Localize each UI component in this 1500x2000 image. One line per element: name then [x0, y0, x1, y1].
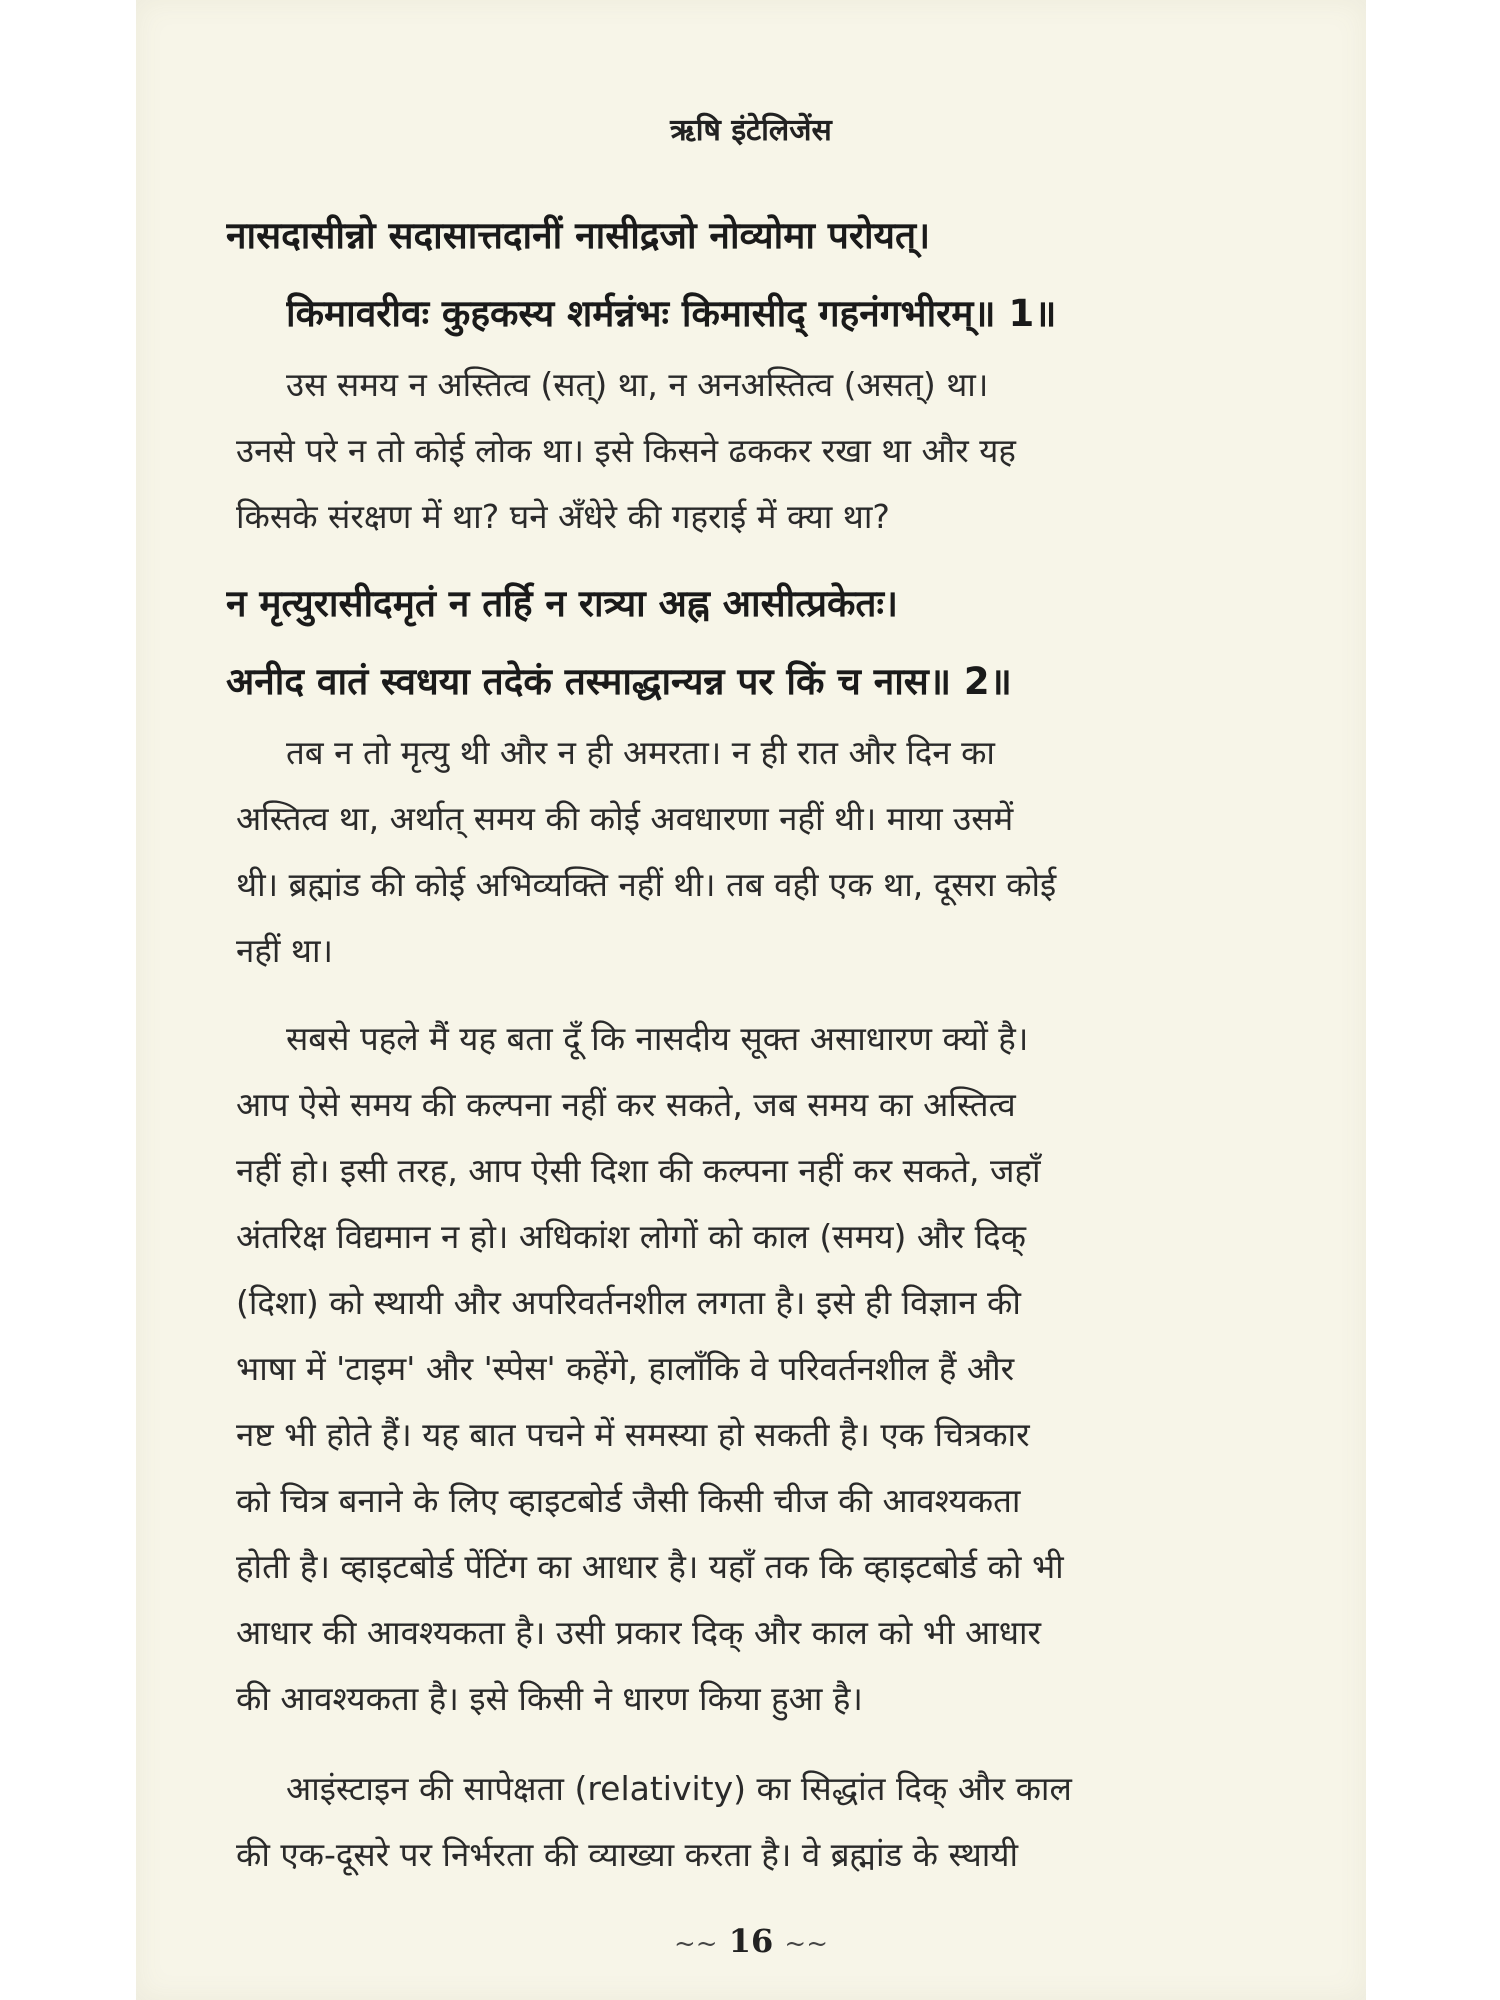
- paragraph-line: की एक-दूसरे पर निर्भरता की व्याख्या करता है। वे ब्रह्मांड के स्थायी: [236, 1835, 1019, 1874]
- paragraph-line: किसके संरक्षण में था? घने अँधेरे की गहराई में क्या था?: [236, 497, 890, 536]
- paragraph-line: नहीं हो। इसी तरह, आप ऐसी दिशा की कल्पना नहीं कर सकते, जहाँ: [236, 1151, 1041, 1190]
- verse-1-line-2: किमावरीवः कुहकस्य शर्मन्नंभः किमासीद् गहनंगभीरम्॥ 1॥: [286, 292, 1057, 335]
- paragraph-1: [236, 352, 1266, 550]
- paragraph-line: आप ऐसे समय की कल्पना नहीं कर सकते, जब समय का अस्तित्व: [236, 1085, 1016, 1124]
- verse-2-line-2: अनीद वातं स्वधया तदेकं तस्माद्धान्यन्न पर किं च नास॥ 2॥: [226, 660, 1012, 703]
- paragraph-line: थी। ब्रह्मांड की कोई अभिव्यक्ति नहीं थी। तब वही एक था, दूसरा कोई: [236, 865, 1057, 904]
- footer-ornament-left: ~~: [674, 1929, 718, 1959]
- paragraph-line: अस्तित्व था, अर्थात् समय की कोई अवधारणा नहीं थी। माया उसमें: [236, 799, 1014, 838]
- verse-1-line-1: नासदासीन्नो सदासात्तदानीं नासीद्रजो नोव्योमा परोयत्।: [226, 214, 931, 257]
- paragraph-line: होती है। व्हाइटबोर्ड पेंटिंग का आधार है। यहाँ तक कि व्हाइटबोर्ड को भी: [236, 1547, 1064, 1586]
- paragraph-line: नष्ट भी होते हैं। यह बात पचने में समस्या हो सकती है। एक चित्रकार: [236, 1415, 1030, 1454]
- paragraph-2: [236, 720, 1266, 984]
- paragraph-4: [236, 1756, 1266, 1888]
- footer-ornament-right: ~~: [784, 1929, 828, 1959]
- paragraph-line: अंतरिक्ष विद्यमान न हो। अधिकांश लोगों को काल (समय) और दिक्: [236, 1217, 1026, 1256]
- paragraph-line: तब न तो मृत्यु थी और न ही अमरता। न ही रात और दिन का: [286, 733, 995, 772]
- paragraph-line: उनसे परे न तो कोई लोक था। इसे किसने ढककर रखा था और यह: [236, 431, 1016, 470]
- paragraph-line: को चित्र बनाने के लिए व्हाइटबोर्ड जैसी किसी चीज की आवश्यकता: [236, 1481, 1021, 1520]
- page-footer: [236, 1922, 1266, 1960]
- paragraph-line: आधार की आवश्यकता है। उसी प्रकार दिक् और काल को भी आधार: [236, 1613, 1042, 1652]
- paragraph-line: भाषा में 'टाइम' और 'स्पेस' कहेंगे, हालाँकि वे परिवर्तनशील हैं और: [236, 1349, 1015, 1388]
- paragraph-line: (दिशा) को स्थायी और अपरिवर्तनशील लगता है। इसे ही विज्ञान की: [236, 1283, 1021, 1322]
- paragraph-line: उस समय न अस्तित्व (सत्) था, न अनअस्तित्व (असत्) था।: [286, 365, 989, 404]
- paragraph-line: सबसे पहले मैं यह बता दूँ कि नासदीय सूक्त असाधारण क्यों है।: [286, 1019, 1029, 1058]
- paragraph-3: [236, 1006, 1266, 1732]
- paragraph-line: नहीं था।: [236, 931, 334, 970]
- verse-2-line-1: न मृत्युरासीदमृतं न तर्हि न रात्र्या अह्न आसीत्प्रकेतः।: [226, 582, 898, 625]
- page-number: 16: [728, 1922, 774, 1960]
- book-page: [136, 0, 1366, 2000]
- paragraph-line: की आवश्यकता है। इसे किसी ने धारण किया हुआ है।: [236, 1679, 863, 1718]
- running-head: ऋषि इंटेलिजेंस: [670, 113, 832, 148]
- paragraph-line: आइंस्टाइन की सापेक्षता (relativity) का सिद्धांत दिक् और काल: [286, 1769, 1072, 1808]
